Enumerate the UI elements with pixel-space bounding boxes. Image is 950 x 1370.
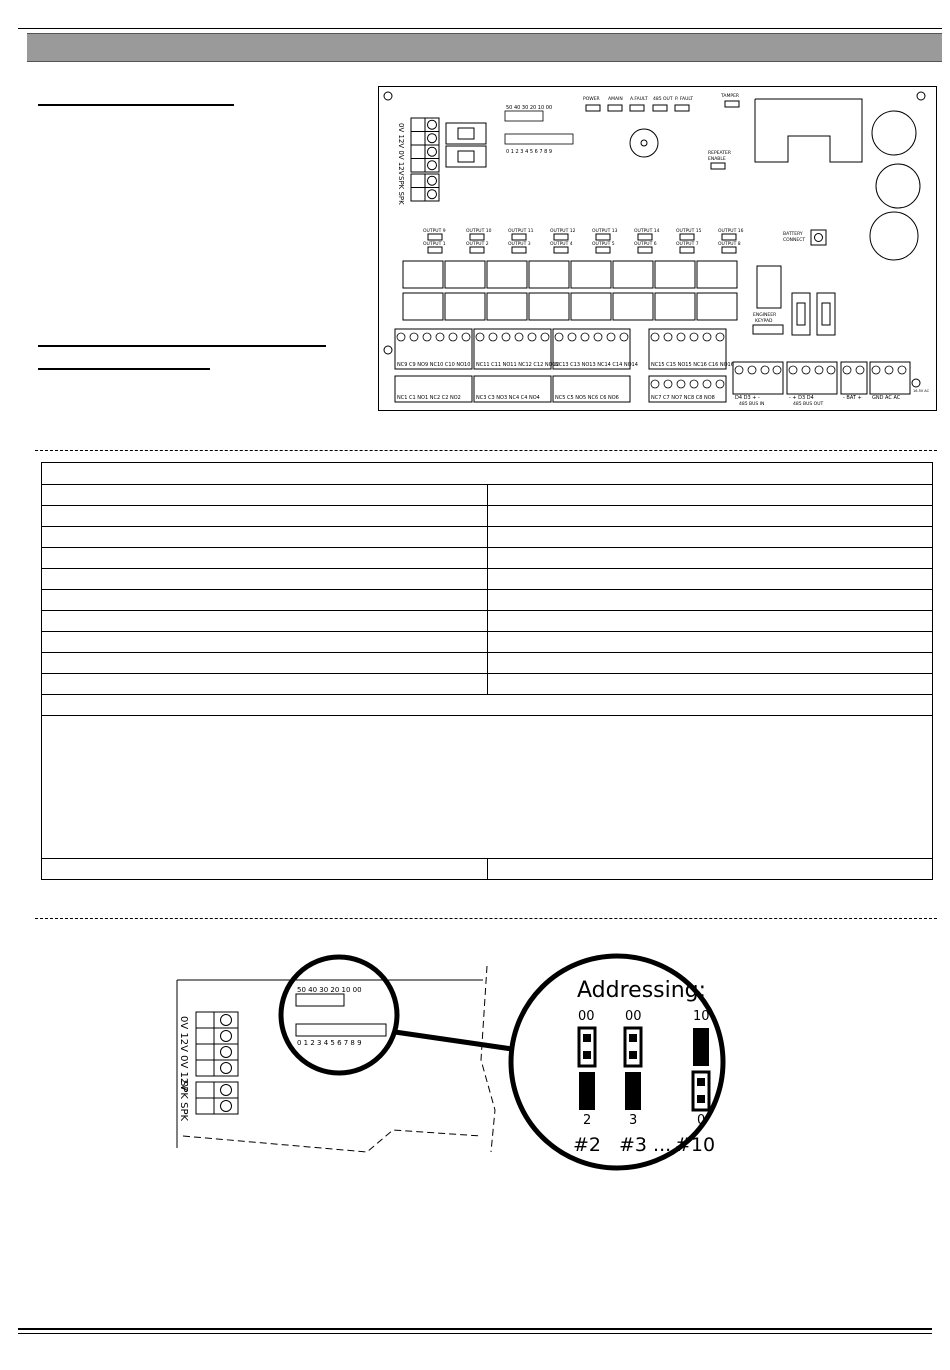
svg-text:485 BUS OUT: 485 BUS OUT (793, 402, 824, 407)
footer-rule (18, 1333, 932, 1334)
svg-text:OUTPUT 4: OUTPUT 4 (550, 242, 573, 247)
table-row (42, 716, 933, 859)
subheading-underline (38, 104, 234, 106)
svg-text:NC5 C5 NO5 NC6 C6 NO6: NC5 C5 NO5 NC6 C6 NO6 (555, 395, 619, 401)
relay-bottom-labels: NC1 C1 NO1 NC2 C2 NO2 (397, 395, 461, 401)
relay-top-labels: NC9 C9 NO9 NC10 C10 NO10 (397, 362, 471, 368)
table-row (42, 695, 933, 716)
jumper-caption: #3 ... (619, 1134, 672, 1156)
jumper-bottom-label: 2 (583, 1113, 592, 1128)
table-row (42, 632, 933, 653)
table-row (42, 611, 933, 632)
jumper-top-label: 00 (625, 1009, 642, 1024)
svg-text:GND AC AC: GND AC AC (872, 395, 901, 401)
svg-text:OUTPUT 2: OUTPUT 2 (466, 242, 489, 247)
svg-text:OUTPUT 14: OUTPUT 14 (634, 229, 660, 234)
svg-text:AMAIN: AMAIN (608, 97, 623, 102)
power-terminal-labels: 0V 12V 0V 12V (178, 1016, 189, 1092)
jumper-top-label: 00 (578, 1009, 595, 1024)
svg-text:KEYPAD: KEYPAD (755, 319, 773, 324)
svg-text:50 40 30 20 10 00: 50 40 30 20 10 00 (297, 986, 362, 994)
svg-text:ENABLE: ENABLE (708, 157, 726, 162)
specification-table (41, 462, 933, 880)
jumper-caption: #2 (573, 1134, 602, 1156)
svg-text:NC11 C11 NO11 NC12 C12 NO12: NC11 C11 NO11 NC12 C12 NO12 (476, 362, 559, 368)
svg-text:OUTPUT 9: OUTPUT 9 (423, 229, 446, 234)
table-row (42, 506, 933, 527)
svg-text:ENGINEER: ENGINEER (753, 313, 777, 318)
table-row (42, 674, 933, 695)
svg-text:OUTPUT 1: OUTPUT 1 (423, 242, 446, 247)
svg-text:- BAT +: - BAT + (843, 395, 862, 401)
header-rule (18, 28, 942, 29)
speaker-terminal-labels: SPK SPK (397, 176, 405, 205)
svg-text:NC3 C3 NO3 NC4 C4 NO4: NC3 C3 NO3 NC4 C4 NO4 (476, 395, 540, 401)
svg-text:OUTPUT 8: OUTPUT 8 (718, 242, 741, 247)
subheading-underline (38, 368, 210, 370)
table-row (42, 590, 933, 611)
svg-text:OUTPUT 5: OUTPUT 5 (592, 242, 615, 247)
table-row (42, 527, 933, 548)
table-row (42, 859, 933, 880)
svg-text:CONNECT: CONNECT (783, 238, 806, 243)
section-title-band (27, 33, 942, 62)
svg-text:OUTPUT 10: OUTPUT 10 (466, 229, 492, 234)
svg-text:OUTPUT 12: OUTPUT 12 (550, 229, 576, 234)
jumper-bottom-label: 0 (697, 1113, 706, 1128)
svg-text:BATTERY: BATTERY (783, 232, 803, 237)
table-row (42, 463, 933, 485)
svg-text:REPEATER: REPEATER (708, 151, 731, 156)
jumper-top-label: 10 (693, 1009, 710, 1024)
svg-text:OUTPUT 11: OUTPUT 11 (508, 229, 534, 234)
svg-text:NC13 C13 NO13 NC14 C14 NO14: NC13 C13 NO13 NC14 C14 NO14 (555, 362, 638, 368)
jumper-caption: #10 (675, 1134, 716, 1156)
svg-text:OUTPUT 16: OUTPUT 16 (718, 229, 744, 234)
section-divider (35, 450, 937, 451)
svg-text:0 1 2 3 4 5 6 7 8 9: 0 1 2 3 4 5 6 7 8 9 (297, 1039, 362, 1047)
svg-text:D4 D3 + -: D4 D3 + - (735, 395, 760, 401)
table-row (42, 485, 933, 506)
svg-text:NC7 C7 NO7 NC8 C8 NO8: NC7 C7 NO7 NC8 C8 NO8 (651, 395, 715, 401)
svg-text:485 OUT: 485 OUT (653, 97, 673, 102)
speaker-terminal-labels: SPK SPK (178, 1080, 189, 1122)
power-terminal-block (196, 1012, 238, 1114)
footer-rule (18, 1328, 932, 1330)
svg-text:50 40 30 20 10 00: 50 40 30 20 10 00 (506, 105, 553, 111)
table-row (42, 569, 933, 590)
pcb-layout-diagram (378, 86, 938, 412)
jumper-bottom-label: 3 (629, 1113, 638, 1128)
svg-text:OUTPUT 7: OUTPUT 7 (676, 242, 699, 247)
svg-text:OUTPUT 13: OUTPUT 13 (592, 229, 618, 234)
svg-text:POWER: POWER (583, 97, 600, 102)
power-terminal-labels: 0V 12V 0V 12V (397, 123, 405, 176)
table-row (42, 653, 933, 674)
svg-text:OUTPUT 15: OUTPUT 15 (676, 229, 702, 234)
svg-text:P. FAULT: P. FAULT (675, 97, 694, 102)
subheading-underline (38, 345, 326, 347)
svg-text:0 1 2 3 4 5 6 7 8 9: 0 1 2 3 4 5 6 7 8 9 (506, 149, 553, 155)
svg-text:485 BUS IN: 485 BUS IN (739, 402, 765, 407)
svg-text:16.5V AC: 16.5V AC (913, 389, 930, 393)
addressing-title: Addressing: (577, 978, 707, 1003)
svg-text:- + D3 D4: - + D3 D4 (789, 395, 814, 401)
svg-text:NC15 C15 NO15 NC16 C16 NO16: NC15 C15 NO15 NC16 C16 NO16 (651, 362, 734, 368)
table-row (42, 548, 933, 569)
svg-text:OUTPUT 3: OUTPUT 3 (508, 242, 531, 247)
svg-text:A.FAULT: A.FAULT (630, 97, 648, 102)
section-divider (35, 918, 937, 919)
addressing-detail-diagram (175, 940, 740, 1200)
svg-text:TAMPER: TAMPER (721, 94, 740, 99)
svg-text:OUTPUT 6: OUTPUT 6 (634, 242, 657, 247)
